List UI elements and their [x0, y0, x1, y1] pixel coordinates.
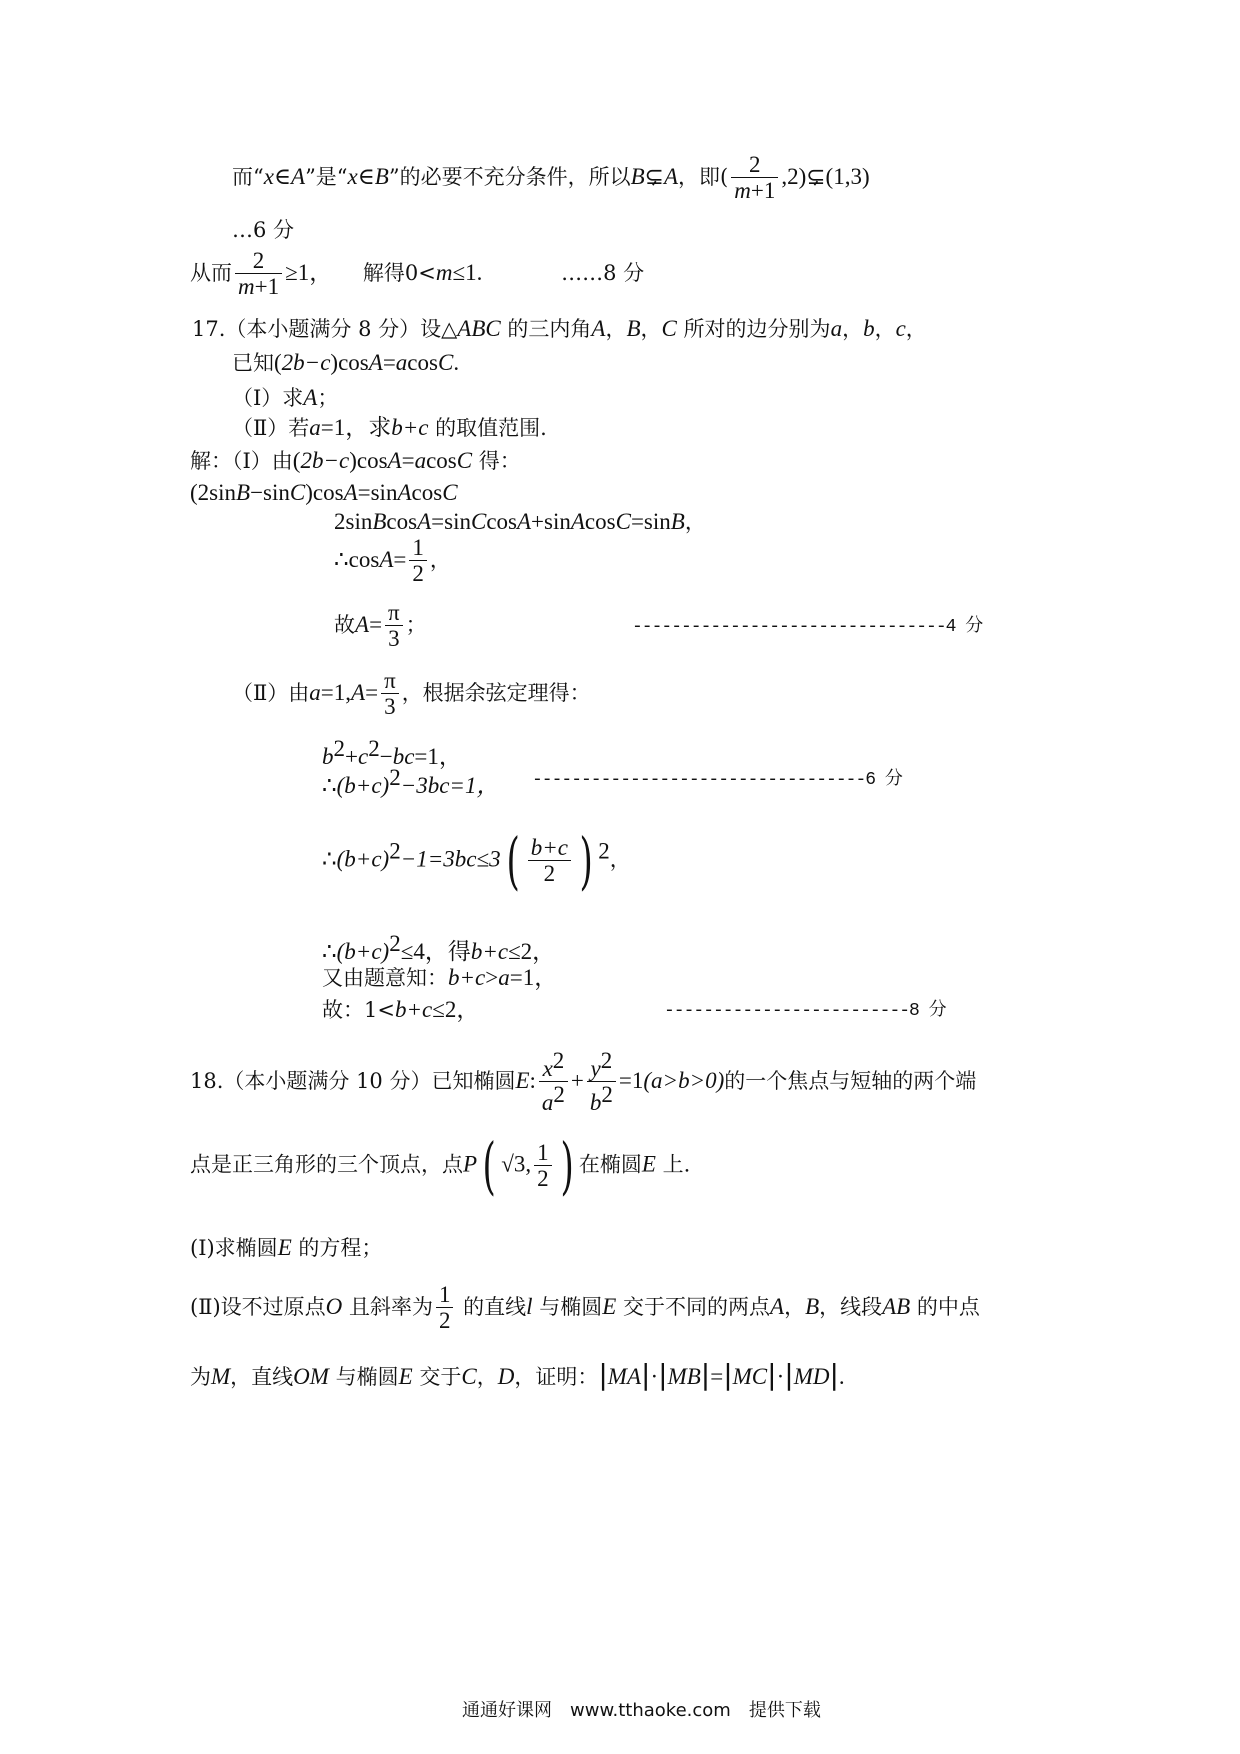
text: ，	[842, 317, 864, 341]
var: m	[238, 274, 255, 300]
var: a	[541, 1090, 554, 1116]
var: O	[325, 1293, 343, 1319]
text: =1，求	[320, 415, 392, 440]
text: 的取值范围.	[428, 416, 547, 440]
text: cos	[407, 350, 438, 375]
var: A	[291, 163, 306, 189]
var: −1=3bc≤3	[400, 846, 501, 872]
bar: |	[784, 1358, 794, 1391]
var: C	[442, 480, 458, 505]
numerator: π	[385, 600, 403, 626]
bar: |	[598, 1358, 608, 1391]
sol-5	[334, 600, 427, 653]
paren: )	[579, 824, 593, 897]
var: OM	[293, 1364, 329, 1389]
var: m	[435, 259, 453, 285]
text: 上.	[655, 1152, 691, 1177]
var: P	[463, 1151, 478, 1177]
var: b+c	[448, 965, 486, 990]
text: +	[345, 744, 358, 769]
var: C	[456, 448, 473, 473]
sol-3	[334, 508, 706, 536]
paren: )	[560, 1129, 574, 1202]
text: :	[529, 1067, 536, 1093]
var: b+c	[394, 997, 433, 1022]
text: ≤2，	[508, 939, 556, 964]
line-3	[190, 248, 644, 301]
text: =	[431, 509, 445, 534]
var: A	[343, 480, 358, 505]
text: 2	[333, 736, 345, 761]
score: …6 分	[232, 218, 295, 242]
sol-6	[232, 668, 591, 721]
text: （Ⅱ）由	[232, 680, 310, 705]
bar: |	[829, 1358, 839, 1391]
denominator	[731, 178, 778, 204]
fraction	[381, 668, 399, 721]
var: bc	[392, 744, 415, 769]
text: 2sin	[334, 509, 373, 534]
score: -------------------------8 分	[664, 1001, 946, 1021]
text: ≤4，得	[400, 939, 471, 964]
denominator: 2	[438, 1308, 451, 1334]
q18-part3	[190, 1358, 845, 1392]
text: =1，	[414, 744, 462, 769]
sol-9	[322, 824, 631, 897]
text: 已知	[232, 351, 274, 375]
var: A	[387, 448, 402, 473]
bar: |	[700, 1358, 711, 1391]
bar: |	[723, 1358, 733, 1391]
var: A	[351, 679, 366, 705]
symbol: ∈	[273, 163, 291, 189]
var-D: D	[497, 1364, 515, 1389]
text: cos	[486, 509, 517, 534]
denominator	[539, 1082, 568, 1116]
text: (	[292, 448, 301, 473]
denominator: 2	[537, 1165, 549, 1191]
var: A	[570, 509, 585, 534]
numerator: 1	[436, 1282, 454, 1308]
var: b	[589, 1090, 602, 1116]
var: A	[770, 1293, 785, 1319]
fraction	[528, 835, 571, 888]
var: c	[357, 744, 369, 769]
var: y	[590, 1056, 601, 1081]
var: MD	[793, 1364, 830, 1389]
score: ……8 分	[561, 260, 645, 285]
text: =1	[618, 1067, 644, 1093]
sol-11	[322, 964, 557, 992]
text: 故：1<	[322, 998, 395, 1022]
fraction	[235, 248, 282, 301]
text: )	[349, 448, 357, 473]
text: +	[570, 1067, 584, 1093]
var: B	[630, 163, 645, 189]
symbol: ∴	[322, 846, 337, 872]
var: A	[663, 163, 679, 189]
var: (a>b>0)	[643, 1067, 725, 1093]
numerator	[539, 1048, 568, 1082]
text: 17.（本小题满分 8 分）设△	[192, 317, 458, 341]
text: −sin	[250, 480, 290, 505]
paren: (	[506, 824, 520, 897]
text: −	[379, 744, 393, 769]
text: +1	[750, 178, 776, 204]
text: ，	[476, 1365, 498, 1389]
numerator	[587, 1048, 616, 1082]
text: =	[630, 509, 644, 534]
score-6	[532, 770, 902, 792]
text: =	[357, 480, 371, 505]
var: B	[374, 163, 389, 189]
text: 从而	[190, 260, 232, 285]
text: ，	[605, 317, 627, 341]
var: b	[863, 316, 875, 341]
footer	[462, 1700, 821, 1722]
text: ”是“	[305, 164, 348, 189]
var: (b+c)	[336, 939, 390, 964]
text: 解：（Ⅰ）由	[190, 449, 293, 473]
text: =	[393, 546, 407, 572]
text: 的一个焦点与短轴的两个端	[724, 1068, 977, 1093]
var: E	[602, 1293, 617, 1319]
symbol: ∴	[334, 546, 349, 572]
text: =	[369, 611, 383, 637]
line-1	[232, 152, 870, 205]
var: B	[805, 1293, 820, 1319]
text: ，	[784, 1294, 806, 1319]
sol-10	[322, 930, 555, 966]
footer-text: 通通好课网 www.tthaoke.com 提供下载	[462, 1700, 821, 1721]
text: ；	[405, 612, 427, 637]
denominator: 3	[388, 626, 400, 652]
var: b+c	[470, 939, 509, 964]
numerator	[528, 835, 571, 861]
fraction	[534, 1140, 552, 1193]
symbol: ·	[776, 1364, 785, 1389]
paren: (	[482, 1129, 496, 1202]
text: )	[305, 480, 313, 505]
text: 2	[553, 1082, 565, 1108]
q17-part2	[232, 414, 547, 442]
sol-8	[322, 764, 499, 800]
fraction	[587, 1048, 616, 1117]
var: a	[830, 316, 843, 341]
var: MB	[667, 1364, 701, 1389]
text: （Ⅱ）若	[232, 416, 310, 440]
text: ≤1.	[452, 259, 483, 285]
text: 2	[598, 838, 610, 864]
text: =	[401, 448, 415, 473]
var: A	[516, 509, 532, 534]
text: 得：	[472, 449, 521, 473]
var: c	[895, 316, 906, 341]
var: −3bc=1，	[400, 773, 500, 798]
text: (2sin	[190, 480, 236, 505]
denominator: 2	[543, 860, 556, 886]
sol-4	[334, 535, 451, 588]
fraction	[436, 1282, 454, 1335]
text: (1,3)	[825, 163, 870, 189]
text: cos	[584, 509, 616, 534]
bar: |	[641, 1358, 651, 1391]
var: M	[211, 1364, 231, 1389]
var: E	[398, 1364, 413, 1389]
var: a	[395, 350, 408, 375]
numerator: 1	[409, 535, 427, 561]
var: B	[372, 509, 387, 534]
var: x	[542, 1056, 553, 1081]
text: 且斜率为	[342, 1294, 433, 1319]
text: sin	[370, 480, 398, 505]
text: ，	[429, 547, 451, 572]
text: cos	[426, 448, 457, 473]
text: ,2)	[781, 163, 807, 189]
text: )	[330, 350, 339, 375]
text: cos	[386, 509, 418, 534]
text: (	[274, 350, 282, 375]
fraction	[409, 535, 427, 588]
var: 2b−c	[300, 448, 350, 473]
var: a	[309, 679, 321, 705]
q18-stem	[190, 1048, 976, 1117]
text: ，	[609, 847, 631, 872]
sol-1	[190, 447, 521, 475]
bar: |	[658, 1358, 668, 1391]
score: --------------------------------4 分	[632, 617, 983, 637]
var: MA	[607, 1364, 642, 1389]
sol-2	[190, 479, 458, 507]
var: A	[417, 509, 432, 534]
var: a	[414, 448, 427, 473]
symbol: ⊊	[806, 163, 826, 189]
text: ，线段	[819, 1294, 883, 1319]
text: .	[838, 1364, 845, 1389]
var: b+c	[530, 834, 569, 860]
text: 2	[389, 765, 401, 790]
text: (Ⅱ)设不过原点	[190, 1294, 326, 1319]
var: (b+c)	[336, 773, 390, 798]
var: A	[379, 546, 394, 572]
text: 的三内角	[500, 317, 592, 341]
text: .	[453, 350, 460, 375]
symbol: ∴	[322, 773, 337, 798]
denominator: 3	[384, 694, 396, 720]
score: ----------------------------------6 分	[532, 770, 902, 790]
text: cos	[348, 546, 380, 572]
fraction	[385, 600, 403, 653]
var: AB	[882, 1293, 911, 1319]
text: 解得0<	[362, 260, 436, 285]
text: ，直线	[230, 1365, 294, 1389]
text: 为	[190, 1365, 211, 1389]
var: B	[626, 316, 641, 341]
var: a	[309, 415, 321, 440]
text: 的直线	[456, 1294, 527, 1319]
score-4	[632, 617, 982, 639]
text: =	[382, 350, 396, 375]
var: A	[368, 350, 383, 375]
text: 与椭圆	[532, 1294, 603, 1319]
symbol: ∈	[357, 163, 375, 189]
var: C	[470, 509, 487, 534]
var: b	[322, 744, 334, 769]
text: 18.（本小题满分 10 分）已知椭圆	[190, 1068, 516, 1093]
text: ”的必要不充分条件，所以	[388, 164, 631, 189]
text: 的方程；	[291, 1236, 383, 1260]
text: sin	[643, 509, 671, 534]
text: ，	[684, 510, 706, 534]
var: A	[591, 316, 606, 341]
text: 2	[600, 1048, 613, 1073]
var: C	[437, 350, 454, 375]
q18-cont	[190, 1129, 691, 1202]
text: ，	[905, 317, 927, 341]
text: （Ⅰ）求	[232, 386, 304, 410]
var: (b+c)	[336, 846, 390, 872]
text: sin	[444, 509, 471, 534]
var: b+c	[391, 415, 429, 440]
var: C	[289, 480, 306, 505]
var: A	[355, 611, 370, 637]
text: =1,	[320, 679, 352, 705]
denominator	[587, 1082, 616, 1116]
q17-stem	[192, 315, 927, 343]
var: B	[236, 480, 251, 505]
text: =1，	[509, 965, 558, 990]
text: ≥1，	[285, 259, 333, 285]
text: ≤2，	[432, 997, 480, 1022]
text: ，证明：	[514, 1365, 599, 1389]
q17-part1	[232, 384, 338, 412]
var: l	[526, 1293, 533, 1319]
text: (Ⅰ)求椭圆	[190, 1236, 278, 1260]
fraction	[731, 152, 778, 205]
denominator: 2	[412, 561, 424, 587]
var: B	[670, 509, 685, 534]
var: 2b−c	[281, 350, 331, 375]
text: 的中点	[910, 1294, 980, 1319]
denominator	[235, 274, 282, 300]
text: √3,	[501, 1151, 532, 1177]
text: 所对的边分别为	[676, 317, 831, 341]
text: +1	[254, 274, 280, 300]
text: ；	[317, 386, 339, 410]
text: cos	[356, 448, 388, 473]
var: x	[263, 163, 274, 189]
text: +sin	[531, 509, 571, 534]
symbol: ⊊	[644, 163, 664, 189]
text: ，即(	[678, 164, 729, 189]
text: =	[365, 679, 379, 705]
text: 故	[334, 612, 355, 637]
sol-12	[322, 996, 479, 1024]
text: cos	[411, 480, 443, 505]
text: =	[710, 1364, 724, 1389]
text: 点是正三角形的三个顶点，点	[190, 1152, 463, 1177]
var: E	[515, 1067, 530, 1093]
var: A	[303, 385, 318, 410]
numerator: 1	[534, 1140, 552, 1166]
text: 2	[389, 931, 401, 956]
line-2	[232, 218, 294, 243]
numerator: π	[381, 668, 399, 694]
text: 而“	[232, 164, 264, 189]
text: cos	[312, 480, 344, 505]
text: 在椭圆	[578, 1152, 642, 1177]
var: a	[498, 965, 510, 990]
text: 2	[389, 838, 401, 864]
q18-part2	[190, 1282, 980, 1335]
var: ABC	[457, 316, 501, 341]
text: 又由题意知：	[322, 966, 448, 990]
var: E	[641, 1151, 656, 1177]
text: 2	[601, 1082, 613, 1108]
text: 2	[552, 1048, 565, 1073]
var: x	[347, 163, 358, 189]
text: 与椭圆	[328, 1365, 399, 1389]
text: ，	[640, 317, 662, 341]
text: ，根据余弦定理得：	[401, 680, 591, 705]
var: C	[615, 509, 631, 534]
var: m	[734, 178, 751, 204]
var: E	[277, 1235, 292, 1260]
fraction	[539, 1048, 568, 1117]
var: A	[397, 480, 412, 505]
text: ，	[874, 317, 896, 341]
bar: |	[767, 1358, 777, 1391]
symbol: ·	[650, 1364, 659, 1389]
numerator: 2	[731, 152, 778, 178]
text: 2	[368, 736, 380, 761]
var: C	[661, 316, 677, 341]
score-8	[664, 1001, 946, 1023]
symbol: ∴	[322, 939, 337, 964]
text: 交于不同的两点	[616, 1294, 770, 1319]
var: MC	[732, 1364, 768, 1389]
q18-part1	[190, 1234, 382, 1262]
text: cos	[338, 350, 369, 375]
text: 交于	[412, 1365, 462, 1389]
q17-given	[232, 349, 459, 377]
numerator: 2	[235, 248, 282, 274]
var: C	[461, 1364, 477, 1389]
text: >	[485, 965, 499, 990]
